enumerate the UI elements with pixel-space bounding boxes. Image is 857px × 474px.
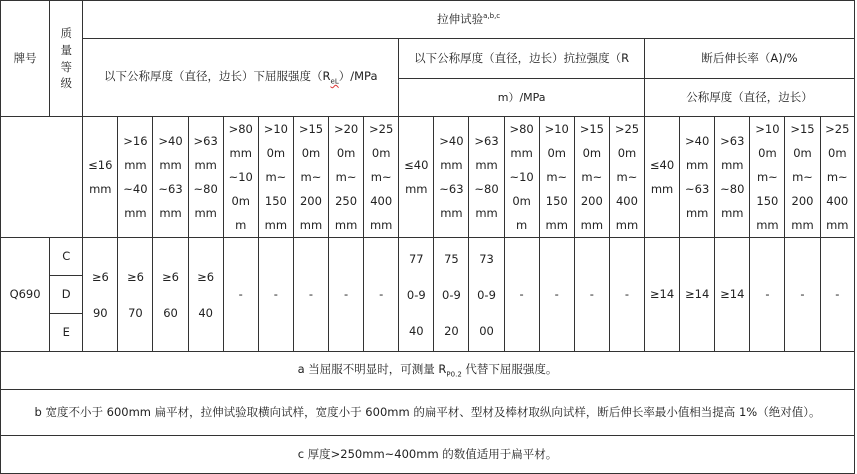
elong-value: ≥14 [680, 238, 715, 352]
note-a: a 当屈服不明显时，可测量 $R_{P0.2}$ 代替下屈服强度。 [1, 352, 855, 390]
elong-range-cell: >40mm~63mm [680, 117, 715, 238]
yield-value: ≥670 [118, 238, 153, 352]
yield-range-cell: >150mm~200mm [293, 117, 328, 238]
quality-cell: E [50, 314, 83, 352]
grade-cell: Q690 [1, 238, 50, 352]
yield-strength-header: 以下公称厚度（直径，边长）下屈服强度$(R_{eL})$/MPa [83, 39, 399, 117]
tensile-range-cell: >80mm~100mm [504, 117, 539, 238]
yield-value: - [364, 238, 399, 352]
elong-range-cell: >63mm~80mm [715, 117, 750, 238]
tensile-value: 730-900 [469, 238, 504, 352]
yield-range-cell: >63mm~80mm [188, 117, 223, 238]
elong-value: ≥14 [715, 238, 750, 352]
tensile-range-cell: >63mm~80mm [469, 117, 504, 238]
note-b: b 宽度不小于 600mm 扁平材，拉伸试验取横向试样，宽度小于 600mm 的扁平材、型材及棒材取纵向试样，断后伸长率最小值相当提高 1%（绝对值）。 [1, 390, 855, 436]
elong-range-cell: >100mm~150mm [750, 117, 785, 238]
yield-range-cell: >40mm~63mm [153, 117, 188, 238]
elongation-header: 断后伸长率（A)/% [645, 39, 855, 79]
quality-header: 质量等级 [50, 1, 83, 117]
yield-range-cell: >16mm~40mm [118, 117, 153, 238]
tensile-value: - [504, 238, 539, 352]
elong-value: ≥14 [645, 238, 680, 352]
quality-cell: C [50, 238, 83, 276]
yield-range-cell: >250mm~400mm [364, 117, 399, 238]
tensile-range-cell: >150mm~200mm [574, 117, 609, 238]
tensile-range-cell: >250mm~400mm [609, 117, 644, 238]
yield-value: - [293, 238, 328, 352]
tensile-value: - [539, 238, 574, 352]
yield-value: - [258, 238, 293, 352]
elong-value: - [750, 238, 785, 352]
elong-range-cell: ≤40mm [645, 117, 680, 238]
yield-value: ≥690 [83, 238, 118, 352]
yield-range-cell: >80mm~100mm [223, 117, 258, 238]
yield-range-cell: >200mm~250mm [329, 117, 364, 238]
tensile-strength-header: 以下公称厚度（直径，边长）抗拉强度（R [399, 39, 645, 79]
elong-range-cell: >150mm~200mm [785, 117, 820, 238]
yield-value: ≥640 [188, 238, 223, 352]
tensile-range-cell: ≤40mm [399, 117, 434, 238]
tensile-value: 750-920 [434, 238, 469, 352]
nominal-thickness-header: 公称厚度（直径，边长） [645, 79, 855, 117]
note-c: c 厚度>250mm~400mm 的数值适用于扁平材。 [1, 436, 855, 474]
elong-value: - [820, 238, 854, 352]
tensile-value: - [574, 238, 609, 352]
tensile-test-header: 拉伸试验$^{a,b,c}$ [83, 1, 855, 39]
tensile-value: - [609, 238, 644, 352]
tensile-range-cell: >40mm~63mm [434, 117, 469, 238]
tensile-strength-unit: m）/MPa [399, 79, 645, 117]
elong-value: - [785, 238, 820, 352]
yield-range-cell: >100mm~150mm [258, 117, 293, 238]
grade-header: 牌号 [1, 1, 50, 117]
yield-range-cell: ≤16mm [83, 117, 118, 238]
yield-value: - [223, 238, 258, 352]
yield-value: ≥660 [153, 238, 188, 352]
tensile-value: 770-940 [399, 238, 434, 352]
quality-cell: D [50, 276, 83, 314]
tensile-range-cell: >100mm~150mm [539, 117, 574, 238]
elong-range-cell: >250mm~400mm [820, 117, 854, 238]
yield-value: - [329, 238, 364, 352]
spacer-cell [1, 117, 83, 238]
